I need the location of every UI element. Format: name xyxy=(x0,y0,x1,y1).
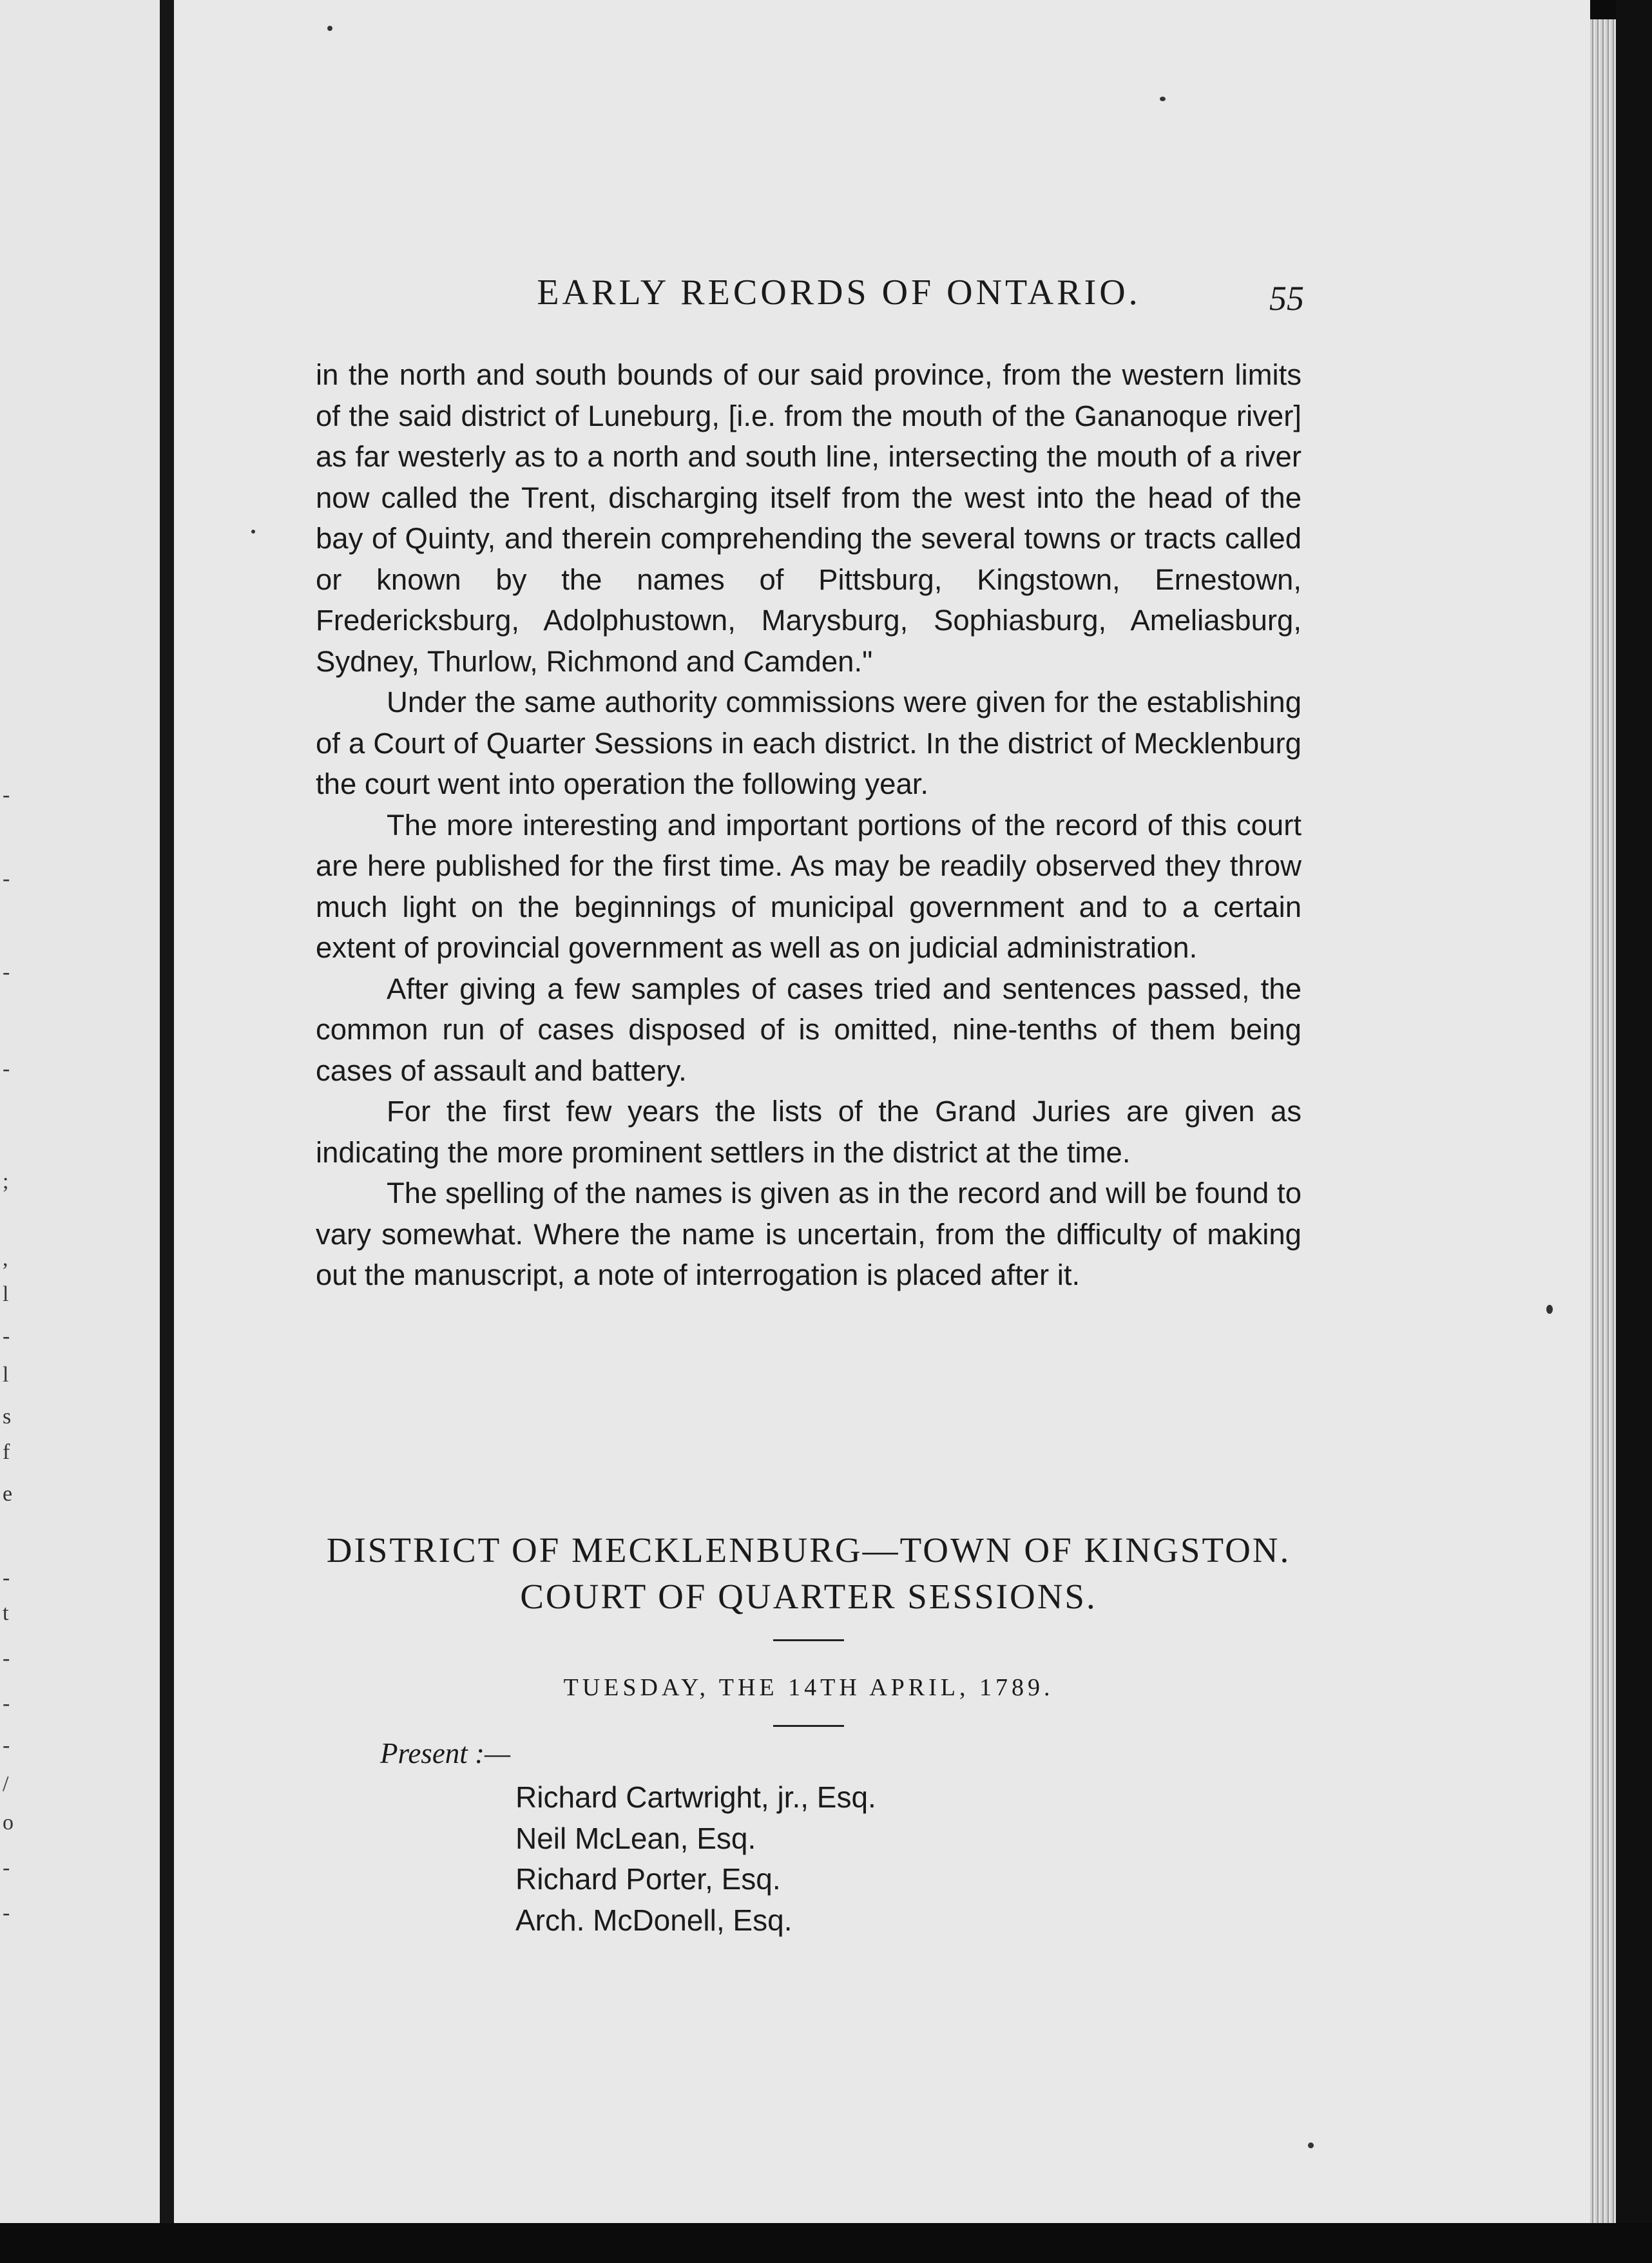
margin-mark: - xyxy=(3,783,10,807)
margin-mark: - xyxy=(3,1646,10,1670)
present-label: Present :— xyxy=(380,1737,511,1769)
margin-mark: o xyxy=(3,1811,14,1834)
margin-mark: ; xyxy=(3,1170,9,1193)
paragraph: The spelling of the names is given as in the record and will be found to vary somewhat. Where the name is uncertain, from the difficulty of making out the manuscript, a note of interrogation is placed after it. xyxy=(316,1177,1301,1291)
margin-mark: - xyxy=(3,1856,10,1880)
book-spine-shadow xyxy=(160,0,174,2223)
page-stack-edge xyxy=(1590,19,1616,2223)
facing-page-edge xyxy=(0,0,160,2223)
running-head: EARLY RECORDS OF ONTARIO. xyxy=(537,273,1141,313)
session-date: TUESDAY, THE 14TH APRIL, 1789. xyxy=(563,1674,1054,1701)
margin-mark: - xyxy=(3,867,10,891)
paragraph: Under the same authority commissions were given for the establishing of a Court of Quarter Sessions in each district. In the district of Mecklenburg the court went into operation the following year. xyxy=(316,686,1301,800)
list-item: Richard Cartwright, jr., Esq. xyxy=(515,1780,876,1814)
margin-mark: t xyxy=(3,1601,9,1625)
page-speck xyxy=(1308,2143,1314,2148)
margin-mark: f xyxy=(3,1440,10,1464)
margin-mark: - xyxy=(3,960,10,984)
paragraph: The more interesting and important portions of the record of this court are here published for the first time. As may be readily observed they throw much light on the beginnings of municipal government and to a certain extent of provincial government as well as on judicial administration. xyxy=(316,808,1301,964)
present-list xyxy=(515,1777,876,1941)
section-subheading: COURT OF QUARTER SESSIONS. xyxy=(520,1577,1097,1616)
list-item: Neil McLean, Esq. xyxy=(515,1821,756,1855)
page-number: 55 xyxy=(1269,279,1304,318)
margin-mark: e xyxy=(3,1482,13,1506)
body-text xyxy=(316,354,1301,1296)
background-bottom xyxy=(0,2223,1652,2263)
margin-mark: - xyxy=(3,1566,10,1590)
list-item: Arch. McDonell, Esq. xyxy=(515,1903,792,1937)
page-speck xyxy=(327,26,332,31)
divider-rule xyxy=(773,1639,844,1641)
section-heading: DISTRICT OF MECKLENBURG—TOWN OF KINGSTON. xyxy=(326,1530,1291,1570)
page-speck xyxy=(251,530,255,534)
margin-mark: - xyxy=(3,1691,10,1715)
margin-mark: - xyxy=(3,1324,10,1348)
margin-mark: l xyxy=(3,1363,9,1387)
paragraph: in the north and south bounds of our said province, from the western limits of the said district of Luneburg, [i.e. from the mouth of the Gananoque river] as far westerly as to a north and south line, intersecting the mouth of a river now called the Trent, discharging itself from the west into the head of the bay of Quinty, and therein comprehending the several towns or tracts called or known by the names of Pittsburg, Kingstown, Ernestown, Fredericksburg, Adolphustown, Marysburg, Sophiasburg, Ameliasburg, Sydney, Thurlow, Richmond and Camden." xyxy=(316,358,1301,678)
facing-page-margin-marks xyxy=(0,0,26,2223)
paragraph: After giving a few samples of cases tried and sentences passed, the common run of cases disposed of is omitted, nine-tenths of them being cases of assault and battery. xyxy=(316,972,1301,1087)
margin-mark: , xyxy=(3,1247,8,1271)
margin-mark: - xyxy=(3,1057,10,1081)
margin-mark: l xyxy=(3,1282,9,1306)
page-speck xyxy=(1546,1305,1553,1314)
margin-mark: - xyxy=(3,1733,10,1757)
margin-mark: s xyxy=(3,1405,12,1429)
paragraph: For the first few years the lists of the Grand Juries are given as indicating the more prominent settlers in the district at the time. xyxy=(316,1095,1301,1169)
margin-mark: - xyxy=(3,1901,10,1925)
list-item: Richard Porter, Esq. xyxy=(515,1862,781,1896)
background-right xyxy=(1616,0,1652,2263)
section-header xyxy=(316,1527,1301,1727)
divider-rule xyxy=(773,1725,844,1727)
margin-mark: / xyxy=(3,1772,9,1796)
page-speck xyxy=(1160,97,1166,101)
